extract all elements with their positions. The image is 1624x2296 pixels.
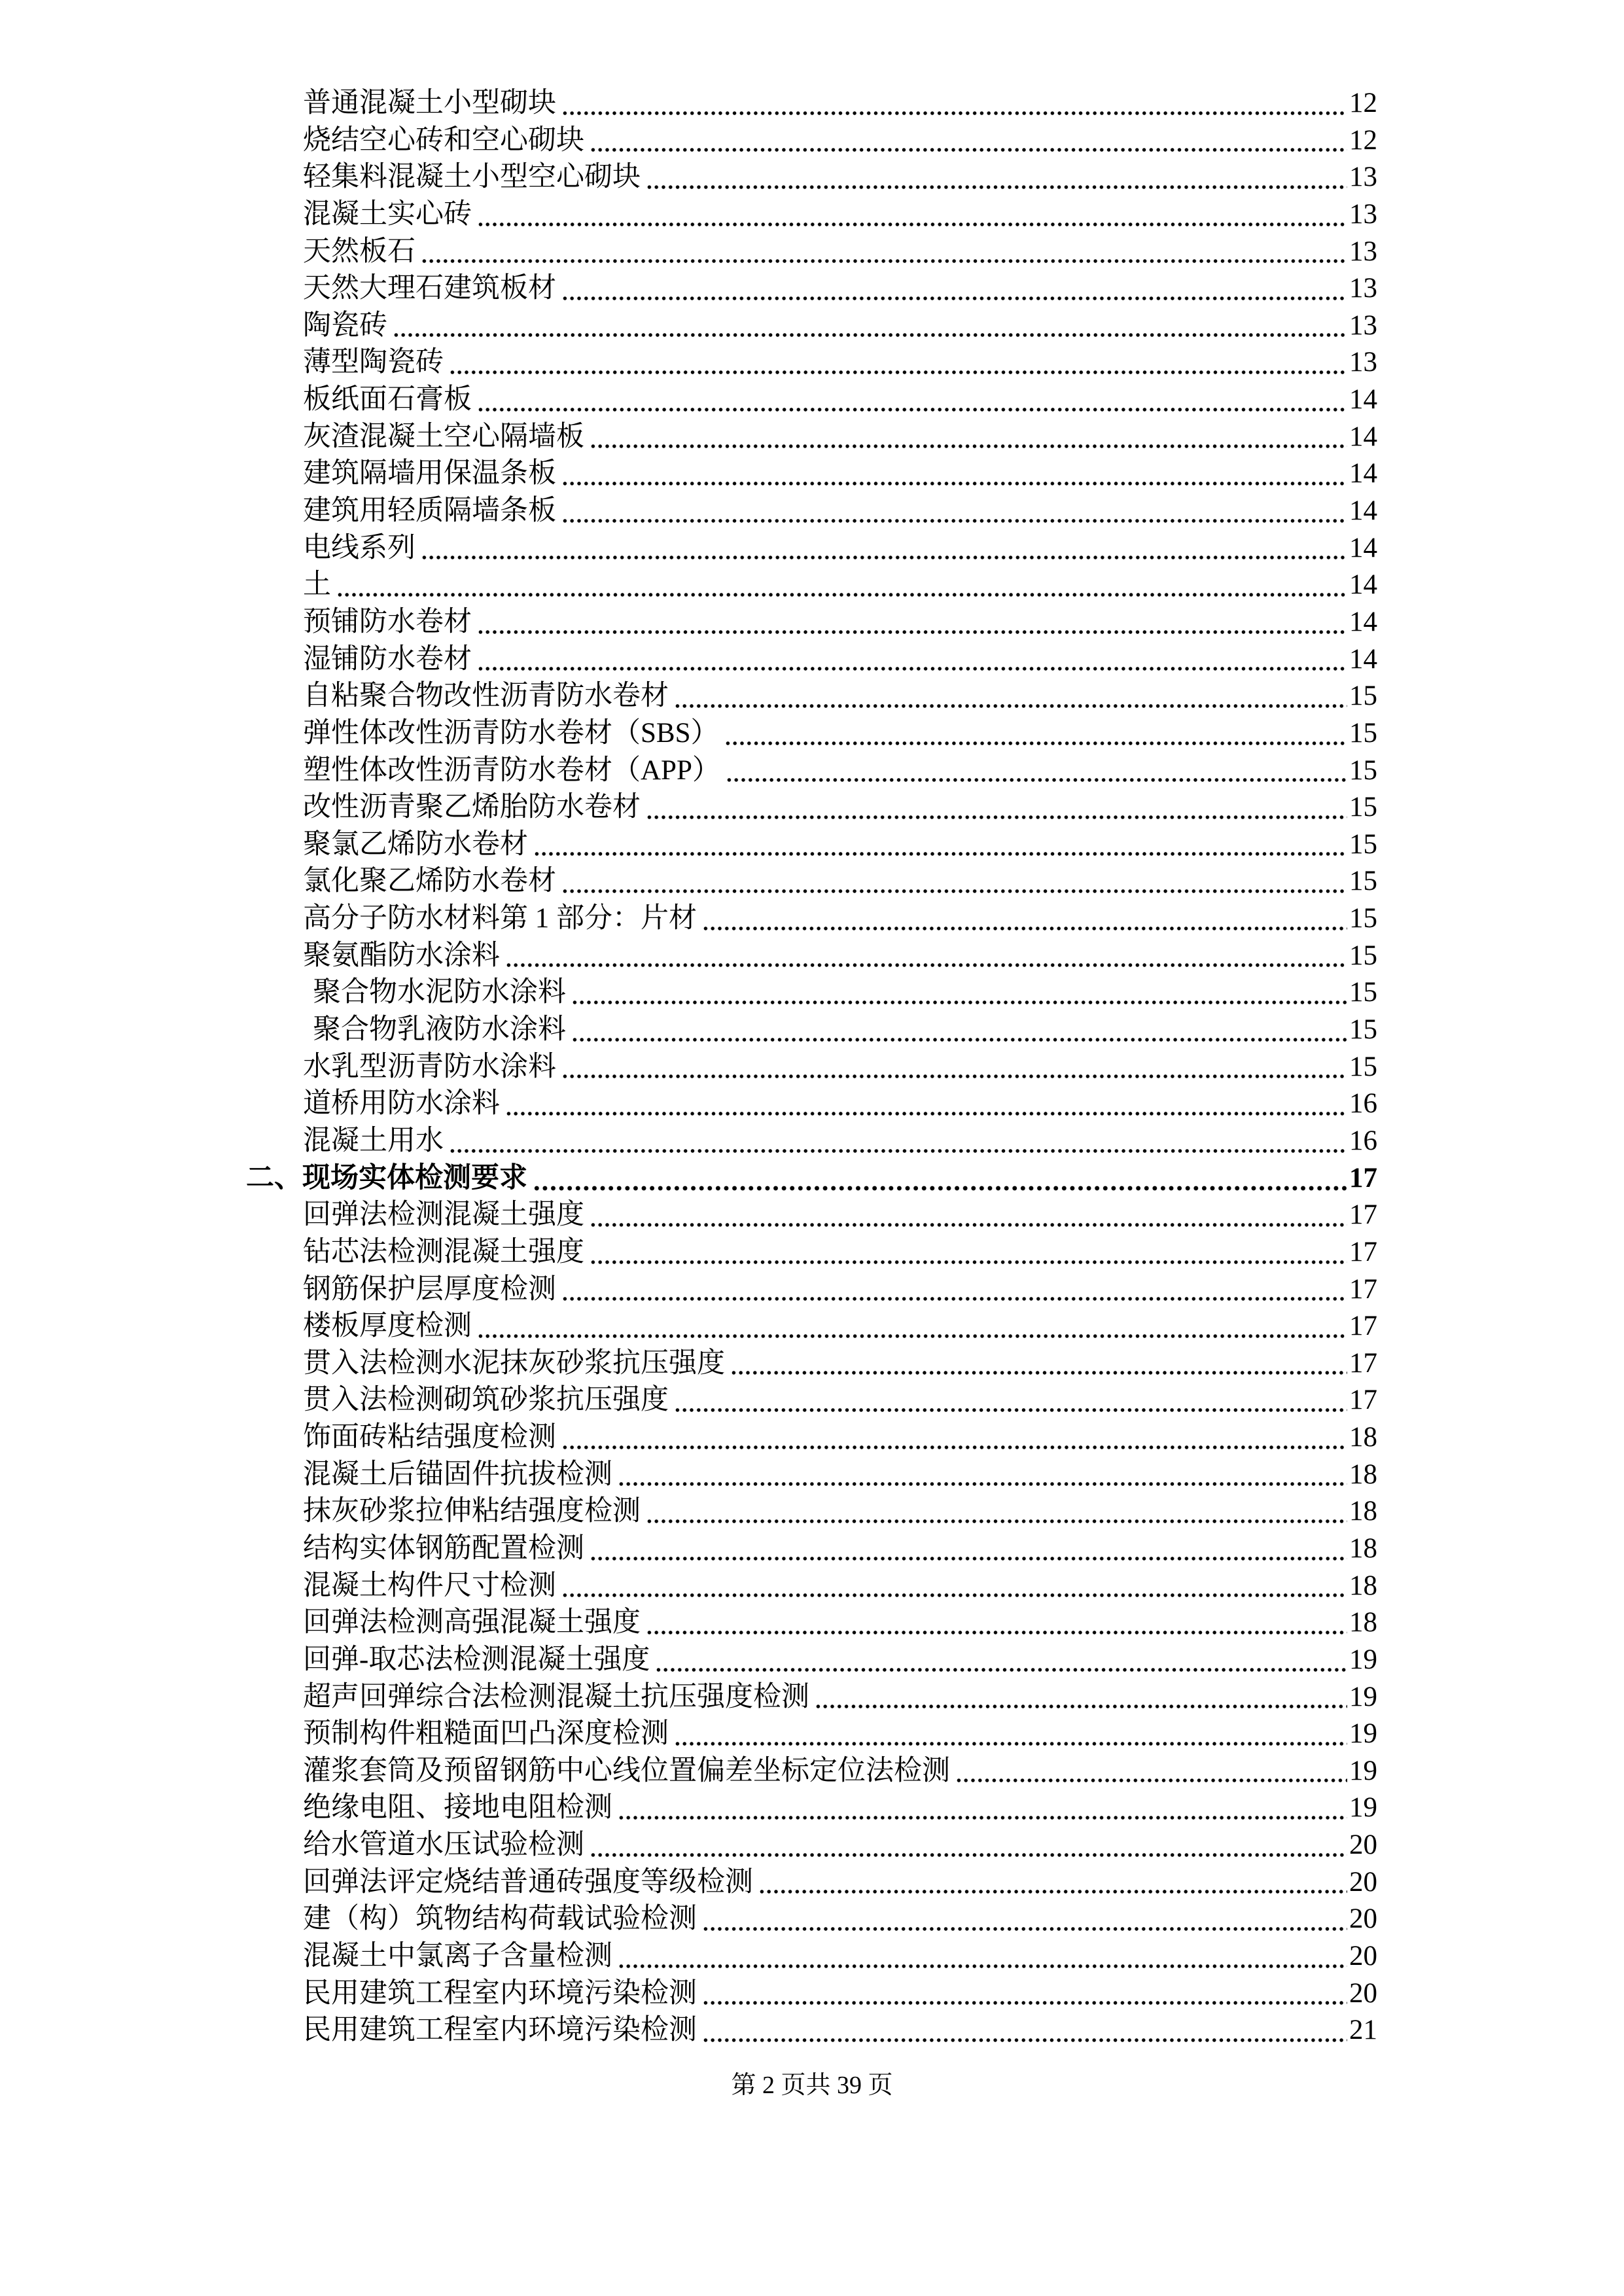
toc-page-number: 15 bbox=[1349, 977, 1377, 1008]
toc-page-number: 15 bbox=[1349, 717, 1377, 749]
toc-entry-label: 板纸面石膏板 bbox=[303, 384, 472, 415]
toc-entry-label: 天然板石 bbox=[303, 236, 415, 267]
toc-page-number: 14 bbox=[1349, 569, 1377, 601]
dotted-leader bbox=[674, 1740, 1347, 1747]
toc-entry[interactable] bbox=[303, 85, 1377, 122]
toc-entry[interactable] bbox=[303, 1419, 1377, 1457]
dotted-leader bbox=[561, 518, 1347, 524]
toc-entry-label: 混凝土中氯离子含量检测 bbox=[303, 1941, 612, 1972]
toc-entry[interactable] bbox=[303, 493, 1377, 530]
dotted-leader bbox=[533, 851, 1347, 857]
toc-page-number: 15 bbox=[1349, 866, 1377, 897]
dotted-leader bbox=[590, 1222, 1347, 1228]
toc-entry-label: 二、现场实体检测要求 bbox=[246, 1162, 527, 1193]
toc-entry-label: 建（构）筑物结构荷载试验检测 bbox=[303, 1903, 697, 1935]
dotted-leader bbox=[533, 1185, 1347, 1192]
toc-page-number: 17 bbox=[1349, 1347, 1377, 1379]
dotted-leader bbox=[477, 221, 1347, 228]
dotted-leader bbox=[561, 1073, 1347, 1080]
dotted-leader bbox=[674, 1407, 1347, 1413]
toc-entry[interactable] bbox=[303, 455, 1377, 493]
toc-entry[interactable] bbox=[303, 938, 1377, 975]
toc-entry[interactable] bbox=[303, 419, 1377, 456]
toc-page-number: 17 bbox=[1349, 1385, 1377, 1416]
toc-entry-label: 改性沥青聚乙烯胎防水卷材 bbox=[303, 792, 641, 823]
toc-entry-label: 混凝土实心砖 bbox=[303, 198, 472, 230]
dotted-leader bbox=[449, 1148, 1347, 1154]
dotted-leader bbox=[561, 295, 1347, 302]
toc-page-number: 17 bbox=[1349, 1162, 1377, 1193]
dotted-leader bbox=[618, 1481, 1347, 1487]
dotted-leader bbox=[646, 814, 1347, 821]
dotted-leader bbox=[477, 406, 1347, 413]
toc-entry[interactable] bbox=[303, 1938, 1377, 1975]
toc-page-number: 15 bbox=[1349, 1014, 1377, 1046]
toc-page-number: 13 bbox=[1349, 236, 1377, 267]
toc-entry[interactable] bbox=[303, 159, 1377, 196]
toc-entry-label: 烧结空心砖和空心砌块 bbox=[303, 124, 584, 156]
toc-entry-label: 抹灰砂浆拉伸粘结强度检测 bbox=[303, 1496, 641, 1527]
toc-entry-label: 氯化聚乙烯防水卷材 bbox=[303, 866, 556, 897]
dotted-leader bbox=[561, 1592, 1347, 1598]
dotted-leader bbox=[702, 2037, 1347, 2043]
toc-entry[interactable] bbox=[303, 604, 1377, 641]
toc-page-number: 13 bbox=[1349, 273, 1377, 304]
toc-page-number: 14 bbox=[1349, 421, 1377, 452]
dotted-leader bbox=[702, 925, 1347, 932]
toc-entry[interactable] bbox=[303, 1271, 1377, 1309]
dotted-leader bbox=[590, 147, 1347, 153]
toc-entry[interactable] bbox=[303, 234, 1377, 271]
toc-entry[interactable] bbox=[303, 1827, 1377, 1864]
dotted-leader bbox=[561, 110, 1347, 116]
dotted-leader bbox=[590, 1852, 1347, 1858]
dotted-leader bbox=[618, 1814, 1347, 1821]
toc-page-number: 15 bbox=[1349, 940, 1377, 971]
toc-entry-label: 混凝土用水 bbox=[303, 1125, 444, 1156]
dotted-leader bbox=[730, 1369, 1347, 1376]
toc-entry[interactable] bbox=[303, 1308, 1377, 1345]
dotted-leader bbox=[646, 1518, 1347, 1525]
toc-page-number: 13 bbox=[1349, 347, 1377, 378]
toc-page-number: 14 bbox=[1349, 458, 1377, 489]
toc-page-number: 17 bbox=[1349, 1236, 1377, 1267]
toc-entry-label: 聚氯乙烯防水卷材 bbox=[303, 828, 528, 860]
toc-entry[interactable] bbox=[303, 567, 1377, 604]
toc-entry[interactable] bbox=[303, 530, 1377, 567]
toc-page-number: 14 bbox=[1349, 643, 1377, 675]
toc-entry-label: 灌浆套筒及预留钢筋中心线位置偏差坐标定位法检测 bbox=[303, 1755, 950, 1786]
dotted-leader bbox=[477, 629, 1347, 635]
dotted-leader bbox=[421, 554, 1347, 561]
dotted-leader bbox=[505, 962, 1347, 968]
toc-page-number: 19 bbox=[1349, 1718, 1377, 1750]
toc-entry-label: 给水管道水压试验检测 bbox=[303, 1829, 584, 1861]
dotted-leader bbox=[674, 703, 1347, 709]
toc-page-number: 19 bbox=[1349, 1792, 1377, 1824]
toc-entry[interactable] bbox=[303, 1975, 1377, 2013]
dotted-leader bbox=[571, 1036, 1347, 1043]
toc-entry[interactable] bbox=[303, 1864, 1377, 1901]
toc-entry-label: 陶瓷砖 bbox=[303, 309, 387, 341]
toc-page-number: 17 bbox=[1349, 1199, 1377, 1231]
toc-entry[interactable] bbox=[303, 2012, 1377, 2049]
dotted-leader bbox=[590, 1555, 1347, 1562]
toc-entry[interactable] bbox=[303, 1493, 1377, 1530]
toc-entry[interactable] bbox=[303, 1012, 1377, 1049]
dotted-leader bbox=[393, 332, 1347, 338]
toc-entry-label: 贯入法检测砌筑砂浆抗压强度 bbox=[303, 1385, 669, 1416]
toc-entry[interactable] bbox=[303, 1716, 1377, 1753]
toc-entry[interactable] bbox=[303, 1753, 1377, 1790]
toc-entry-label: 超声回弹综合法检测混凝土抗压强度检测 bbox=[303, 1681, 809, 1712]
toc-entry[interactable] bbox=[303, 344, 1377, 381]
toc-entry[interactable] bbox=[303, 974, 1377, 1012]
dotted-leader bbox=[655, 1667, 1347, 1673]
dotted-leader bbox=[505, 1110, 1347, 1117]
dotted-leader bbox=[336, 592, 1347, 598]
toc-page-number: 12 bbox=[1349, 124, 1377, 156]
dotted-leader bbox=[724, 740, 1347, 747]
dotted-leader bbox=[421, 258, 1347, 264]
toc-entry-label: 结构实体钢筋配置检测 bbox=[303, 1532, 584, 1564]
toc-entry-label: 预制构件粗糙面凹凸深度检测 bbox=[303, 1718, 669, 1750]
dotted-leader bbox=[561, 480, 1347, 487]
dotted-leader bbox=[815, 1703, 1347, 1710]
dotted-leader bbox=[702, 1926, 1347, 1932]
toc-entry[interactable] bbox=[303, 1642, 1377, 1679]
toc-entry-label: 道桥用防水涂料 bbox=[303, 1088, 500, 1120]
toc-entry-label: 塑性体改性沥青防水卷材（APP） bbox=[303, 754, 720, 786]
toc-page-number: 14 bbox=[1349, 606, 1377, 637]
toc-entry-label: 薄型陶瓷砖 bbox=[303, 347, 444, 378]
toc-entry[interactable] bbox=[303, 1086, 1377, 1123]
toc-entry[interactable] bbox=[303, 789, 1377, 826]
toc-entry[interactable] bbox=[303, 900, 1377, 938]
toc-page-number: 15 bbox=[1349, 828, 1377, 860]
toc-page-number: 13 bbox=[1349, 309, 1377, 341]
toc-entry[interactable] bbox=[303, 381, 1377, 419]
toc-entry-label: 混凝土后锚固件抗拔检测 bbox=[303, 1458, 612, 1490]
toc-page-number: 15 bbox=[1349, 792, 1377, 823]
toc-entry[interactable] bbox=[303, 826, 1377, 864]
toc-page-number: 20 bbox=[1349, 1866, 1377, 1898]
toc-entry-label: 贯入法检测水泥抹灰砂浆抗压强度 bbox=[303, 1347, 725, 1379]
toc-entry[interactable] bbox=[303, 1790, 1377, 1827]
dotted-leader bbox=[646, 184, 1347, 190]
toc-entry-label: 预铺防水卷材 bbox=[303, 606, 472, 637]
toc-entry[interactable] bbox=[303, 1457, 1377, 1494]
table-of-contents bbox=[246, 85, 1377, 2049]
toc-page-number: 13 bbox=[1349, 162, 1377, 193]
toc-entry-label: 楼板厚度检测 bbox=[303, 1311, 472, 1342]
toc-page-number: 18 bbox=[1349, 1422, 1377, 1453]
toc-entry-label: 钻芯法检测混凝土强度 bbox=[303, 1236, 584, 1267]
dotted-leader bbox=[449, 369, 1347, 376]
toc-entry[interactable] bbox=[303, 752, 1377, 790]
toc-entry[interactable] bbox=[303, 1234, 1377, 1271]
toc-page-number: 20 bbox=[1349, 1829, 1377, 1861]
toc-entry-label: 弹性体改性沥青防水卷材（SBS） bbox=[303, 717, 719, 749]
toc-entry-label: 土 bbox=[303, 569, 331, 601]
dotted-leader bbox=[646, 1629, 1347, 1636]
toc-page-number: 18 bbox=[1349, 1570, 1377, 1601]
toc-entry-label: 聚氨酯防水涂料 bbox=[303, 940, 500, 971]
toc-page-number: 14 bbox=[1349, 384, 1377, 415]
toc-entry-label: 回弹法检测混凝土强度 bbox=[303, 1199, 584, 1231]
dotted-leader bbox=[590, 1259, 1347, 1265]
toc-page-number: 18 bbox=[1349, 1458, 1377, 1490]
toc-entry[interactable] bbox=[303, 715, 1377, 752]
toc-entry[interactable] bbox=[303, 308, 1377, 345]
toc-entry-label: 聚合物乳液防水涂料 bbox=[313, 1014, 566, 1046]
toc-page-number: 19 bbox=[1349, 1644, 1377, 1675]
toc-entry-label: 建筑隔墙用保温条板 bbox=[303, 458, 556, 489]
toc-entry[interactable] bbox=[303, 1049, 1377, 1086]
toc-page-number: 16 bbox=[1349, 1088, 1377, 1120]
toc-entry-label: 民用建筑工程室内环境污染检测 bbox=[303, 2015, 697, 2046]
toc-entry-label: 建筑用轻质隔墙条板 bbox=[303, 495, 556, 527]
toc-entry-label: 混凝土构件尺寸检测 bbox=[303, 1570, 556, 1601]
toc-entry-label: 回弹法检测高强混凝土强度 bbox=[303, 1607, 641, 1638]
toc-page-number: 12 bbox=[1349, 88, 1377, 118]
toc-entry[interactable] bbox=[303, 1382, 1377, 1419]
toc-entry[interactable] bbox=[303, 678, 1377, 715]
toc-entry[interactable] bbox=[303, 196, 1377, 234]
dotted-leader bbox=[477, 1333, 1347, 1339]
toc-page-number: 18 bbox=[1349, 1496, 1377, 1527]
dotted-leader bbox=[726, 777, 1347, 783]
dotted-leader bbox=[702, 2000, 1347, 2006]
toc-page-number: 20 bbox=[1349, 1903, 1377, 1935]
dotted-leader bbox=[477, 665, 1347, 672]
toc-entry-label: 聚合物水泥防水涂料 bbox=[313, 977, 566, 1008]
toc-entry-label: 绝缘电阻、接地电阻检测 bbox=[303, 1792, 612, 1824]
toc-entry[interactable] bbox=[303, 1679, 1377, 1716]
toc-page-number: 17 bbox=[1349, 1273, 1377, 1305]
toc-entry-label: 轻集料混凝土小型空心砌块 bbox=[303, 162, 641, 193]
toc-page-number: 19 bbox=[1349, 1755, 1377, 1786]
toc-page-number: 14 bbox=[1349, 495, 1377, 527]
dotted-leader bbox=[561, 1296, 1347, 1302]
toc-page-number: 18 bbox=[1349, 1607, 1377, 1638]
toc-entry[interactable] bbox=[246, 1160, 1377, 1197]
toc-entry-label: 水乳型沥青防水涂料 bbox=[303, 1051, 556, 1082]
toc-entry[interactable] bbox=[303, 1530, 1377, 1568]
toc-page-number: 15 bbox=[1349, 1051, 1377, 1082]
dotted-leader bbox=[571, 999, 1347, 1006]
toc-entry-label: 电线系列 bbox=[303, 532, 415, 563]
toc-entry[interactable] bbox=[303, 1197, 1377, 1234]
toc-page-number: 17 bbox=[1349, 1311, 1377, 1342]
toc-entry-label: 回弹-取芯法检测混凝土强度 bbox=[303, 1644, 650, 1675]
toc-page-number: 20 bbox=[1349, 1941, 1377, 1972]
dotted-leader bbox=[758, 1888, 1347, 1895]
toc-entry[interactable] bbox=[303, 122, 1377, 160]
toc-entry-label: 自粘聚合物改性沥青防水卷材 bbox=[303, 680, 669, 712]
toc-page-number: 13 bbox=[1349, 198, 1377, 230]
toc-page-number: 15 bbox=[1349, 754, 1377, 786]
toc-entry-label: 湿铺防水卷材 bbox=[303, 643, 472, 675]
dotted-leader bbox=[618, 1963, 1347, 1969]
toc-page-number: 19 bbox=[1349, 1681, 1377, 1712]
dotted-leader bbox=[590, 443, 1347, 450]
toc-entry-label: 天然大理石建筑板材 bbox=[303, 273, 556, 304]
toc-page-number: 20 bbox=[1349, 1977, 1377, 2009]
toc-entry[interactable] bbox=[303, 641, 1377, 679]
dotted-leader bbox=[561, 888, 1347, 894]
toc-entry[interactable] bbox=[303, 863, 1377, 900]
toc-entry[interactable] bbox=[303, 1345, 1377, 1383]
page-footer: 第 2 页共 39 页 bbox=[731, 2072, 893, 2099]
toc-entry-label: 饰面砖粘结强度检测 bbox=[303, 1422, 556, 1453]
toc-entry-label: 普通混凝土小型砌块 bbox=[303, 88, 556, 118]
toc-page-number: 15 bbox=[1349, 680, 1377, 712]
dotted-leader bbox=[561, 1444, 1347, 1451]
toc-entry-label: 民用建筑工程室内环境污染检测 bbox=[303, 1977, 697, 2009]
toc-entry[interactable] bbox=[303, 1568, 1377, 1605]
toc-page-number: 18 bbox=[1349, 1532, 1377, 1564]
toc-page-number: 16 bbox=[1349, 1125, 1377, 1156]
dotted-leader bbox=[955, 1777, 1347, 1784]
toc-entry-label: 钢筋保护层厚度检测 bbox=[303, 1273, 556, 1305]
toc-page-number: 15 bbox=[1349, 903, 1377, 934]
toc-entry-label: 灰渣混凝土空心隔墙板 bbox=[303, 421, 584, 452]
toc-entry[interactable] bbox=[303, 1901, 1377, 1938]
toc-entry[interactable] bbox=[303, 270, 1377, 308]
toc-page-number: 14 bbox=[1349, 532, 1377, 563]
toc-entry[interactable] bbox=[303, 1123, 1377, 1160]
toc-entry-label: 回弹法评定烧结普通砖强度等级检测 bbox=[303, 1866, 753, 1898]
toc-entry[interactable] bbox=[303, 1604, 1377, 1642]
toc-entry-label: 高分子防水材料第 1 部分：片材 bbox=[303, 903, 697, 934]
toc-page-number: 21 bbox=[1349, 2015, 1377, 2046]
